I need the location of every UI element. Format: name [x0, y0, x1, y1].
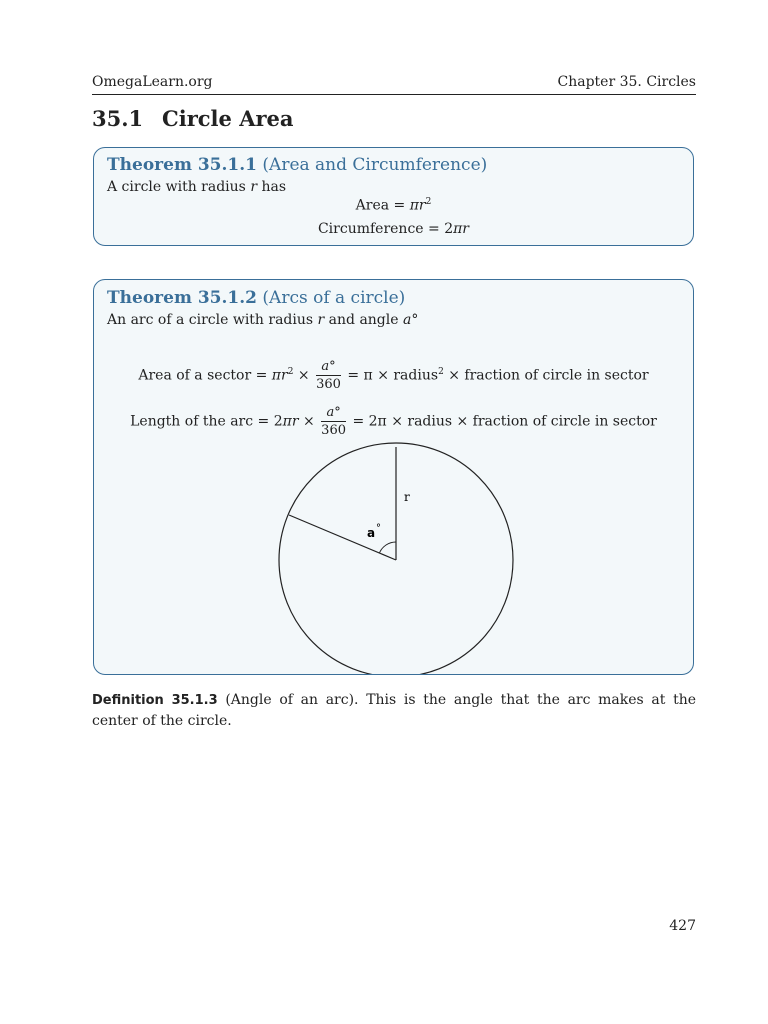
section-number: 35.1 [92, 106, 144, 131]
definition-text: This is the angle that the arc makes at the center of the circle. [92, 692, 696, 729]
angle-var: a° [402, 312, 419, 328]
exponent: 2 [438, 366, 444, 377]
running-header [92, 74, 696, 95]
theorem-name: (Area and Circumference) [262, 155, 488, 175]
sector-diagram [94, 280, 694, 674]
theorem-box-area-circumference [93, 147, 694, 246]
radius-label: r [404, 490, 410, 504]
definition-name: (Angle of an arc). [225, 692, 359, 708]
definition-number: Definition 35.1.3 [92, 693, 218, 708]
header-chapter: Chapter 35. Circles [557, 74, 696, 90]
definition-angle-of-arc [92, 690, 696, 732]
theorem-intro [107, 179, 286, 195]
exponent: 2 [425, 197, 432, 207]
circumference-label: Circumference = 2 [317, 221, 454, 237]
arc-label: Length of the arc = 2 [130, 413, 283, 430]
area-label: Area = [355, 197, 410, 214]
pi-r-expr: πr [453, 221, 470, 237]
theorem-name: (Arcs of a circle) [262, 288, 406, 308]
fraction-numerator: a° [316, 358, 341, 376]
angle-degree-mark: ° [376, 523, 381, 534]
theorem-number: Theorem 35.1.1 [107, 155, 257, 175]
angle-arc-marker [379, 542, 396, 553]
times-sign: × [298, 413, 320, 430]
fraction-numerator: a° [321, 404, 346, 422]
header-site: OmegaLearn.org [92, 74, 213, 90]
fraction-denominator: 360 [321, 423, 346, 438]
rhs-text-tail: × fraction of circle in sector [443, 367, 649, 384]
intro-suffix: has [257, 179, 287, 195]
sector-label: Area of a sector = [138, 367, 272, 384]
section-title: Circle Area [162, 106, 294, 131]
radius-var: r [418, 197, 426, 214]
exponent: 2 [287, 366, 294, 377]
theorem-number: Theorem 35.1.2 [107, 288, 257, 308]
radius-line-slanted [289, 515, 396, 560]
times-sign: × [293, 367, 315, 384]
page-number: 427 [669, 918, 696, 934]
theorem-box-arcs [93, 279, 694, 675]
pi-r-expr: πr [271, 367, 288, 384]
fraction-denominator: 360 [316, 377, 341, 392]
radius-var: r [317, 312, 325, 328]
intro-text: A circle with radius [107, 179, 251, 195]
intro-text: An arc of a circle with radius [107, 312, 318, 328]
intro-mid: and angle [324, 312, 403, 328]
angle-label: a [367, 526, 376, 540]
theorem-heading [107, 155, 487, 175]
section-heading [92, 106, 294, 131]
rhs-text: = π × radius [342, 367, 439, 384]
pi-symbol: π [409, 197, 419, 214]
rhs-text: = 2π × radius × fraction of circle in sector [348, 413, 657, 430]
radius-var: r [250, 179, 258, 195]
area-formula [94, 197, 693, 214]
pi-r-expr: πr [282, 413, 299, 430]
circumference-formula [94, 221, 693, 237]
